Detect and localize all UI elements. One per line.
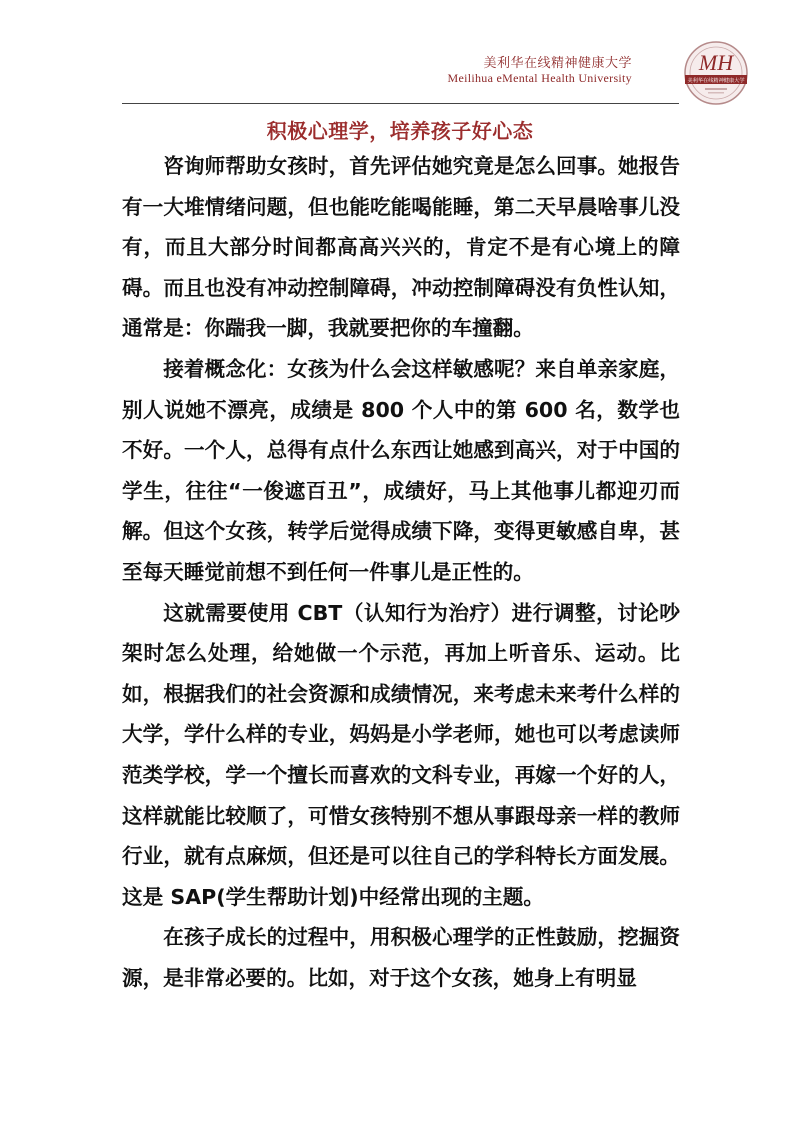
page-header xyxy=(0,0,800,110)
header-divider xyxy=(122,103,679,104)
paragraph: 在孩子成长的过程中，用积极心理学的正性鼓励，挖掘资源，是非常必要的。比如，对于这个女孩，她身上有明显 xyxy=(122,925,680,990)
logo-monogram: MH xyxy=(698,50,734,75)
document-title: 积极心理学，培养孩子好心态 xyxy=(266,119,534,143)
paragraph: 这就需要使用 CBT（认知行为治疗）进行调整，讨论吵架时怎么处理，给她做一个示范，再加上听音乐、运动。比如，根据我们的社会资源和成绩情况，来考虑未来考什么样的大学，学什么样的专业，妈妈是小学老师，她也可以考虑读师范类学校，学一个擅长而喜欢的文科专业，再嫁一个好的人，这样就能比较顺了，可惜女孩特别不想从事跟母亲一样的教师行业，就有点麻烦，但还是可以往自己的学科特长方面发展。这是 SAP(学生帮助计划)中经常出现的主题。 xyxy=(122,600,680,909)
university-name-en: Meilihua eMental Health University xyxy=(447,71,632,85)
university-name-cn: 美利华在线精神健康大学 xyxy=(483,56,632,71)
document-body xyxy=(122,146,680,998)
seal-logo-icon xyxy=(683,40,749,106)
logo-ribbon-text: 美利华在线精神健康大学 xyxy=(687,78,745,84)
paragraph: 咨询师帮助女孩时，首先评估她究竟是怎么回事。她报告有一大堆情绪问题，但也能吃能喝能睡，第二天早晨啥事儿没有，而且大部分时间都高高兴兴的，肯定不是有心境上的障碍。而且也没有冲动控制障碍，冲动控制障碍没有负性认知，通常是：你踹我一脚，我就要把你的车撞翻。 xyxy=(122,154,680,341)
paragraph: 接着概念化：女孩为什么会这样敏感呢？来自单亲家庭，别人说她不漂亮，成绩是 800 个人中的第 600 名，数学也不好。一个人，总得有点什么东西让她感到高兴，对于中国的学生，往往“一俊遮百丑”，成绩好，马上其他事儿都迎刃而解。但这个女孩，转学后觉得成绩下降，变得更敏感自卑，甚至每天睡觉前想不到任何一件事儿是正性的。 xyxy=(122,356,680,584)
